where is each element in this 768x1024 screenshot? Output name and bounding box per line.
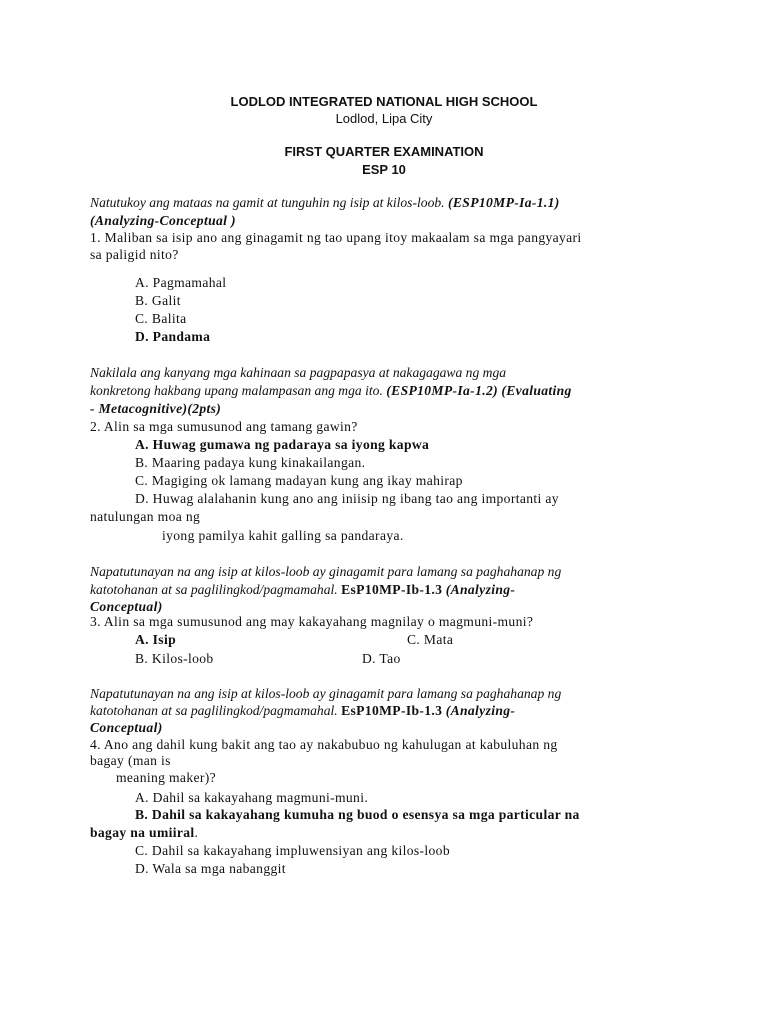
q4-level-part2: Conceptual) [90, 720, 163, 735]
q3-option-b: B. Kilos-loob [135, 651, 214, 666]
q4-question-line2: bagay (man is [90, 753, 171, 768]
q3-question: 3. Alin sa mga sumusunod ang may kakayahang magnilay o magmuni-muni? [90, 614, 534, 629]
q2-competency-line2-row [90, 382, 572, 399]
q3-competency-line2-row [90, 581, 515, 598]
q1-option-b: B. Galit [135, 293, 181, 308]
q3-option-c: C. Mata [407, 632, 454, 647]
q4-competency-line2-row [90, 702, 515, 719]
q1-option-a: A. Pagmamahal [135, 275, 227, 290]
q4-option-c: C. Dahil sa kakayahang impluwensiyan ang kilos-loob [135, 843, 450, 858]
q1-level: (Analyzing-Conceptual ) [90, 213, 236, 228]
q3-level-part2: Conceptual) [90, 599, 163, 614]
q2-option-d: D. Huwag alalahanin kung ano ang iniisip ng ibang tao ang importanti ay [135, 491, 559, 506]
q2-competency-line2: konkretong hakbang upang malampasan ang mga ito. [90, 383, 383, 398]
q4-competency-line2: katotohanan at sa paglilingkod/pagmamahal. [90, 703, 338, 718]
q2-points: (2pts) [187, 401, 222, 416]
q3-level-part1: (Analyzing- [445, 582, 516, 597]
q2-level-part2: - Metacognitive) [90, 401, 188, 416]
q2-question: 2. Alin sa mga sumusunod ang tamang gawin? [90, 419, 358, 434]
q3-competency-line2: katotohanan at sa paglilingkod/pagmamahal. [90, 582, 338, 597]
q4-level-part1: (Analyzing- [445, 703, 516, 718]
q3-code: EsP10MP-Ib-1.3 [341, 582, 443, 597]
q1-option-d-answer: D. Pandama [135, 329, 211, 344]
q2-competency-line1: Nakilala ang kanyang mga kahinaan sa pagpapasya at nakagagawa ng mga [90, 365, 507, 380]
school-location: Lodlod, Lipa City [335, 111, 433, 126]
q2-level-row [90, 400, 221, 417]
q1-code: (ESP10MP-Ia-1.1) [447, 195, 560, 210]
q4-option-b-period: . [194, 825, 199, 840]
q2-level-part1: (Evaluating [501, 383, 572, 398]
q4-question-line1: 4. Ano ang dahil kung bakit ang tao ay nakabubuo ng kahulugan at kabuluhan ng [90, 737, 558, 752]
exam-subject: ESP 10 [362, 162, 406, 177]
q4-option-b-answer-line2: bagay na umiiral [90, 825, 195, 840]
q3-competency-line1: Napatutunayan na ang isip at kilos-loob ay ginagamit para lamang sa paghahanap ng [90, 564, 562, 579]
q1-competency-line [90, 194, 560, 211]
q2-option-d-cont2: iyong pamilya kahit galling sa pandaraya. [162, 528, 404, 543]
q4-option-b-answer-line2-row [90, 824, 198, 841]
q2-option-b: B. Maaring padaya kung kinakailangan. [135, 455, 366, 470]
q1-option-c: C. Balita [135, 311, 187, 326]
q4-question-line3: meaning maker)? [116, 770, 216, 785]
q2-option-d-cont1: natulungan moa ng [90, 509, 201, 524]
q1-question-line2: sa paligid nito? [90, 247, 179, 262]
q2-code: (ESP10MP-Ia-1.2) [386, 383, 498, 398]
q2-option-a-answer: A. Huwag gumawa ng padaraya sa iyong kapwa [135, 437, 430, 452]
q4-option-b-answer-line1: B. Dahil sa kakayahang kumuha ng buod o esensya sa mga particular na [135, 807, 580, 822]
q1-competency: Natutukoy ang mataas na gamit at tunguhin ng isip at kilos-loob. [90, 195, 445, 210]
q3-option-a-answer: A. Isip [135, 632, 176, 647]
q4-option-a: A. Dahil sa kakayahang magmuni-muni. [135, 790, 369, 805]
exam-title: FIRST QUARTER EXAMINATION [284, 144, 484, 159]
school-name: LODLOD INTEGRATED NATIONAL HIGH SCHOOL [230, 94, 538, 109]
q3-option-d: D. Tao [362, 651, 401, 666]
q1-question-line1: 1. Maliban sa isip ano ang ginagamit ng tao upang itoy makaalam sa mga pangyayari [90, 230, 582, 245]
q4-code: EsP10MP-Ib-1.3 [341, 703, 443, 718]
q4-competency-line1: Napatutunayan na ang isip at kilos-loob ay ginagamit para lamang sa paghahanap ng [90, 686, 562, 701]
q4-option-d: D. Wala sa mga nabanggit [135, 861, 286, 876]
q2-option-c: C. Magiging ok lamang madayan kung ang ikay mahirap [135, 473, 463, 488]
